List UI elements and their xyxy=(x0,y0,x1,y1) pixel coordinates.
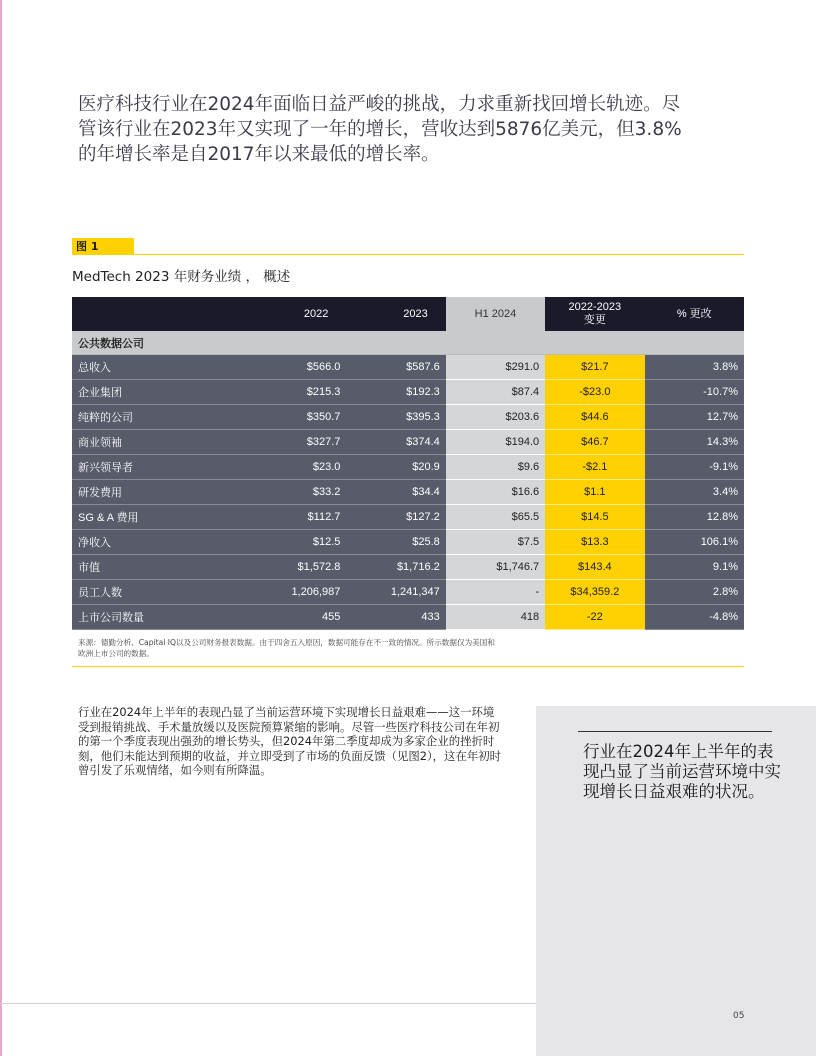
body-paragraph: 行业在2024年上半年的表现凸显了当前运营环境下实现增长日益艰难——这一环境受到报销挑战、手术量放缓以及医院预算紧缩的影响。尽管一些医疗科技公司在年初的第一个季度表现出强劲的增长势头，但2024年第二季度却成为多家企业的挫折时刻，他们未能达到预期的收益，并立即受到了市场的负面反馈（见图2），这在年初时曾引发了乐观情绪，如今则有所降温。 xyxy=(78,705,502,777)
header-change: 2022-2023 变更 xyxy=(545,297,644,331)
figure-top-rule xyxy=(72,254,744,255)
cell-h1-2024: $203.6 xyxy=(446,405,545,430)
cell-h1-2024: $87.4 xyxy=(446,380,545,405)
table-row xyxy=(72,380,744,405)
header-2022: 2022 xyxy=(247,297,346,331)
cell-h1-2024: $194.0 xyxy=(446,430,545,455)
cell-2022: $33.2 xyxy=(247,480,346,505)
pull-quote-rule xyxy=(578,731,772,732)
cell-2023: $395.3 xyxy=(346,405,445,430)
cell-change: $44.6 xyxy=(545,405,644,430)
source-note: 来源：德勤分析、Capital IQ以及公司财务报表数据。由于四舍五入原因，数据可能存在不一致的情况。所示数据仅为美国和欧洲上市公司的数据。 xyxy=(78,638,495,658)
cell-h1-2024: 418 xyxy=(446,605,545,630)
table-row xyxy=(72,355,744,380)
intro-paragraph: 医疗科技行业在2024年面临日益严峻的挑战，力求重新找回增长轨迹。尽管该行业在2023年又实现了一年的增长，营收达到5876亿美元，但3.8%的年增长率是自2017年以来最低的增长率。 xyxy=(78,94,682,165)
cell-h1-2024: $16.6 xyxy=(446,480,545,505)
row-label: 总收入 xyxy=(72,355,247,380)
row-label: 上市公司数量 xyxy=(72,605,247,630)
cell-change: $14.5 xyxy=(545,505,644,530)
row-label: 纯粹的公司 xyxy=(72,405,247,430)
cell-change: $46.7 xyxy=(545,430,644,455)
cell-2022: $350.7 xyxy=(247,405,346,430)
row-label: 市值 xyxy=(72,555,247,580)
cell-change: $143.4 xyxy=(545,555,644,580)
cell-h1-2024: $9.6 xyxy=(446,455,545,480)
cell-2023: $374.4 xyxy=(346,430,445,455)
cell-change: -22 xyxy=(545,605,644,630)
cell-change: -$2.1 xyxy=(545,455,644,480)
cell-h1-2024: $1,746.7 xyxy=(446,555,545,580)
cell-pct-change: 2.8% xyxy=(645,580,744,605)
cell-change: -$23.0 xyxy=(545,380,644,405)
cell-2023: $20.9 xyxy=(346,455,445,480)
table-row xyxy=(72,430,744,455)
cell-pct-change: 106.1% xyxy=(645,530,744,555)
cell-2023: $1,716.2 xyxy=(346,555,445,580)
cell-pct-change: -10.7% xyxy=(645,380,744,405)
figure-bottom-rule xyxy=(72,666,744,667)
pull-quote: 行业在2024年上半年的表现凸显了当前运营环境中实现增长日益艰难的状况。 xyxy=(583,742,781,801)
cell-pct-change: 12.8% xyxy=(645,505,744,530)
cell-2023: $127.2 xyxy=(346,505,445,530)
table-header-row xyxy=(72,297,744,331)
row-label: 商业领袖 xyxy=(72,430,247,455)
cell-h1-2024: - xyxy=(446,580,545,605)
cell-2022: 455 xyxy=(247,605,346,630)
cell-2022: 1,206,987 xyxy=(247,580,346,605)
section-label: 公共数据公司 xyxy=(72,331,744,355)
cell-pct-change: -4.8% xyxy=(645,605,744,630)
cell-2023: $25.8 xyxy=(346,530,445,555)
table-row xyxy=(72,530,744,555)
row-label: 新兴领导者 xyxy=(72,455,247,480)
cell-pct-change: 3.4% xyxy=(645,480,744,505)
row-label: SG & A 费用 xyxy=(72,505,247,530)
row-label: 员工人数 xyxy=(72,580,247,605)
financial-table xyxy=(72,297,744,630)
section-row xyxy=(72,331,744,355)
left-margin-rule xyxy=(0,0,2,1056)
cell-h1-2024: $7.5 xyxy=(446,530,545,555)
header-pct-change: % 更改 xyxy=(645,297,744,331)
table-row xyxy=(72,605,744,630)
table-row xyxy=(72,555,744,580)
header-label xyxy=(72,297,247,331)
cell-2023: $192.3 xyxy=(346,380,445,405)
cell-2023: $34.4 xyxy=(346,480,445,505)
page-number: 05 xyxy=(733,1011,745,1021)
header-2023: 2023 xyxy=(346,297,445,331)
cell-pct-change: 3.8% xyxy=(645,355,744,380)
header-h1-2024: H1 2024 xyxy=(446,297,545,331)
cell-h1-2024: $65.5 xyxy=(446,505,545,530)
figure-tag: 图 1 xyxy=(72,238,134,255)
row-label: 净收入 xyxy=(72,530,247,555)
cell-2022: $215.3 xyxy=(247,380,346,405)
table-row xyxy=(72,505,744,530)
cell-pct-change: -9.1% xyxy=(645,455,744,480)
table-row xyxy=(72,480,744,505)
row-label: 企业集团 xyxy=(72,380,247,405)
cell-2022: $23.0 xyxy=(247,455,346,480)
cell-2023: 433 xyxy=(346,605,445,630)
cell-change: $13.3 xyxy=(545,530,644,555)
table-row xyxy=(72,580,744,605)
cell-change: $34,359.2 xyxy=(545,580,644,605)
cell-2022: $1,572.8 xyxy=(247,555,346,580)
cell-2022: $112.7 xyxy=(247,505,346,530)
footer-rule xyxy=(0,1003,536,1004)
table-row xyxy=(72,405,744,430)
cell-pct-change: 12.7% xyxy=(645,405,744,430)
cell-change: $21.7 xyxy=(545,355,644,380)
cell-pct-change: 14.3% xyxy=(645,430,744,455)
cell-2022: $327.7 xyxy=(247,430,346,455)
table-row xyxy=(72,455,744,480)
cell-h1-2024: $291.0 xyxy=(446,355,545,380)
cell-2022: $12.5 xyxy=(247,530,346,555)
figure-title: MedTech 2023 年财务业绩 ， 概述 xyxy=(72,269,291,285)
cell-2022: $566.0 xyxy=(247,355,346,380)
row-label: 研发费用 xyxy=(72,480,247,505)
cell-change: $1.1 xyxy=(545,480,644,505)
cell-2023: $587.6 xyxy=(346,355,445,380)
cell-pct-change: 9.1% xyxy=(645,555,744,580)
cell-2023: 1,241,347 xyxy=(346,580,445,605)
